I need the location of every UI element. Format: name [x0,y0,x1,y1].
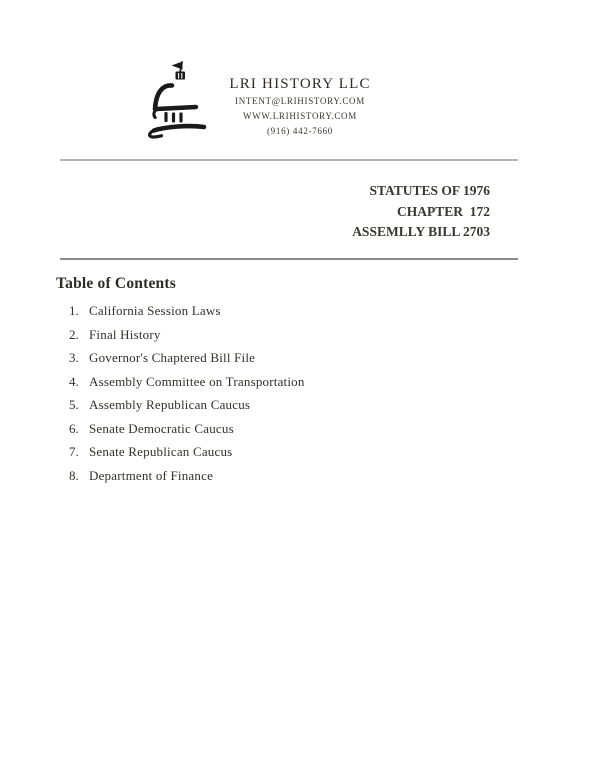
toc-item-label: Governor's Chaptered Bill File [89,350,256,365]
bill-reference-line: STATUTES OF 1976 [369,183,490,198]
toc-item [69,299,305,323]
toc-item-number: 1. [69,303,79,318]
toc-item-number: 3. [69,350,79,365]
toc-item-label: California Session Laws [89,303,221,318]
toc-item-number: 2. [69,326,79,342]
company-email: INTENT@LRIHISTORY.COM [235,96,365,106]
toc-item [69,370,305,394]
company-name: LRI HISTORY LLC [229,76,371,92]
toc-item [69,440,305,464]
toc-item [69,346,305,370]
company-phone: (916) 442-7660 [266,126,334,136]
bill-reference-line: ASSEMLLY BILL 2703 [352,224,490,240]
toc-item-number: 4. [69,373,79,389]
letterhead [0,0,600,150]
toc-list [69,299,305,487]
toc-item-label: Assembly Republican Caucus [89,397,251,412]
toc-title: Table of Contents [56,275,176,292]
toc-item-label: Final History [89,326,161,342]
toc-item-number: 8. [69,467,79,483]
company-website: WWW.LRIHISTORY.COM [243,111,357,121]
toc-item-number: 7. [69,444,79,459]
toc-item-label: Assembly Committee on Transportation [89,373,305,389]
toc-item [69,417,305,441]
toc-item [69,464,305,488]
toc-item-number: 6. [69,420,79,436]
toc-item [69,323,305,347]
divider-bottom [60,258,518,260]
letterhead-text [0,75,600,139]
toc-item-number: 5. [69,397,79,412]
toc-item-label: Senate Republican Caucus [89,444,233,459]
bill-reference-line: CHAPTER 172 [396,203,490,219]
toc-item-label: Department of Finance [89,467,214,483]
toc-item-label: Senate Democratic Caucus [89,420,234,436]
divider-top [60,159,518,161]
bill-reference-block [352,181,490,243]
toc-item [69,393,305,417]
